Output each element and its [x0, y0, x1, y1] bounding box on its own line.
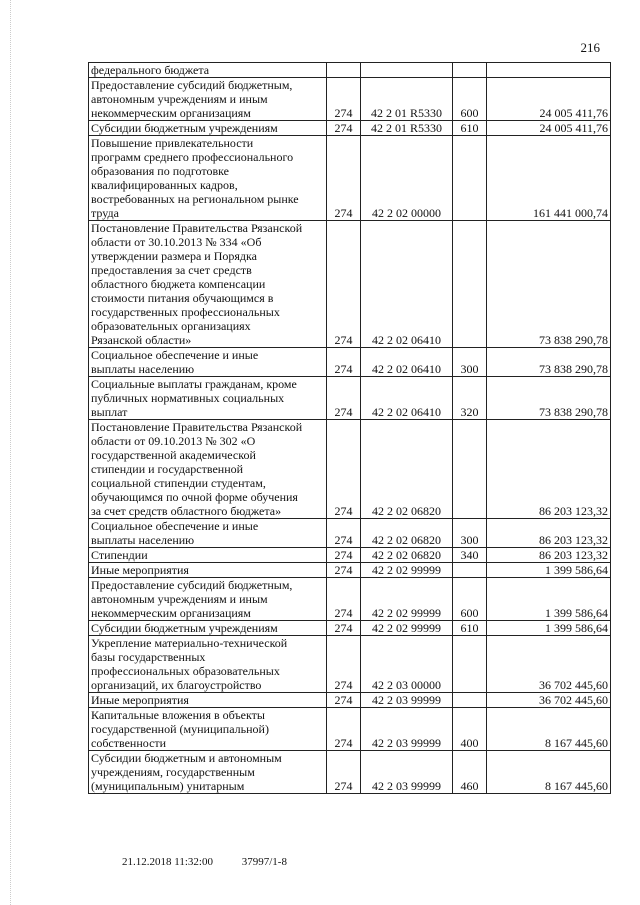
row-amount: 36 702 445,60 [487, 636, 611, 693]
row-name: Постановление Правительства Рязанской области от 30.10.2013 № 334 «Об утверждении размера и Порядка предоставления за счет средств областного бюджета компенсации стоимости питания обучающимся в государственных профессиональных образовательных организациях Рязанской области» [89, 221, 327, 348]
row-name: Социальные выплаты гражданам, кроме публичных нормативных социальных выплат [89, 377, 327, 420]
footer-doc-id: 37997/1-8 [241, 856, 287, 868]
row-target-article: 42 2 01 R5330 [361, 121, 453, 136]
row-amount: 24 005 411,76 [487, 78, 611, 121]
row-name: Постановление Правительства Рязанской области от 09.10.2013 № 302 «О государственной академической стипендии и государственной социальной стипендии студентам, обучающимся по очной форме обучения за счет средств областного бюджета» [89, 420, 327, 519]
row-name: Субсидии бюджетным и автономным учреждениям, государственным (муниципальным) унитарным [89, 751, 327, 794]
table-row [89, 751, 611, 794]
table-row [89, 693, 611, 708]
row-ministry-code: 274 [327, 221, 361, 348]
table-row [89, 621, 611, 636]
row-target-article: 42 2 02 06820 [361, 420, 453, 519]
row-expense-type: 460 [453, 751, 487, 794]
row-amount: 73 838 290,78 [487, 221, 611, 348]
row-ministry-code [327, 63, 361, 78]
table-row [89, 548, 611, 563]
footer-timestamp: 21.12.2018 11:32:00 [122, 856, 213, 868]
row-target-article: 42 2 02 06410 [361, 221, 453, 348]
page-number: 216 [580, 40, 600, 55]
row-expense-type [453, 221, 487, 348]
row-expense-type: 610 [453, 621, 487, 636]
table-row [89, 519, 611, 548]
row-amount: 73 838 290,78 [487, 377, 611, 420]
row-name: Социальное обеспечение и иные выплаты населению [89, 519, 327, 548]
row-amount: 1 399 586,64 [487, 563, 611, 578]
row-target-article: 42 2 02 99999 [361, 578, 453, 621]
row-ministry-code: 274 [327, 348, 361, 377]
table-row [89, 563, 611, 578]
row-amount: 8 167 445,60 [487, 708, 611, 751]
row-amount: 161 441 000,74 [487, 136, 611, 221]
row-amount: 36 702 445,60 [487, 693, 611, 708]
row-expense-type [453, 563, 487, 578]
row-ministry-code: 274 [327, 136, 361, 221]
row-ministry-code: 274 [327, 563, 361, 578]
row-ministry-code: 274 [327, 519, 361, 548]
table-row [89, 63, 611, 78]
row-target-article: 42 2 02 00000 [361, 136, 453, 221]
row-expense-type [453, 693, 487, 708]
row-name: Субсидии бюджетным учреждениям [89, 121, 327, 136]
row-amount: 73 838 290,78 [487, 348, 611, 377]
row-ministry-code: 274 [327, 636, 361, 693]
row-name: Стипендии [89, 548, 327, 563]
row-expense-type: 610 [453, 121, 487, 136]
row-target-article: 42 2 02 06410 [361, 348, 453, 377]
table-row [89, 136, 611, 221]
table-row [89, 78, 611, 121]
row-amount: 86 203 123,32 [487, 548, 611, 563]
table-row [89, 578, 611, 621]
row-target-article: 42 2 03 99999 [361, 693, 453, 708]
row-target-article [361, 63, 453, 78]
table-row [89, 348, 611, 377]
row-ministry-code: 274 [327, 121, 361, 136]
row-expense-type [453, 63, 487, 78]
row-target-article: 42 2 02 99999 [361, 621, 453, 636]
row-expense-type: 340 [453, 548, 487, 563]
row-ministry-code: 274 [327, 420, 361, 519]
row-name: Укрепление материально-технической базы государственных профессиональных образовательных организаций, их благоустройство [89, 636, 327, 693]
table-row [89, 221, 611, 348]
row-ministry-code: 274 [327, 78, 361, 121]
row-ministry-code: 274 [327, 693, 361, 708]
row-target-article: 42 2 03 99999 [361, 751, 453, 794]
row-amount: 1 399 586,64 [487, 621, 611, 636]
table-row [89, 708, 611, 751]
row-name: Предоставление субсидий бюджетным, автономным учреждениям и иным некоммерческим организациям [89, 578, 327, 621]
table-row [89, 636, 611, 693]
row-ministry-code: 274 [327, 548, 361, 563]
row-expense-type: 600 [453, 578, 487, 621]
table-row [89, 377, 611, 420]
row-name: Социальное обеспечение и иные выплаты населению [89, 348, 327, 377]
row-name: Повышение привлекательности программ среднего профессионального образования по подготовке квалифицированных кадров, востребованных на региональном рынке труда [89, 136, 327, 221]
row-target-article: 42 2 02 06820 [361, 519, 453, 548]
row-ministry-code: 274 [327, 621, 361, 636]
row-name: федерального бюджета [89, 63, 327, 78]
row-ministry-code: 274 [327, 578, 361, 621]
row-target-article: 42 2 01 R5330 [361, 78, 453, 121]
row-name: Иные мероприятия [89, 563, 327, 578]
footer [122, 856, 313, 868]
row-expense-type: 600 [453, 78, 487, 121]
row-expense-type: 300 [453, 348, 487, 377]
row-expense-type: 300 [453, 519, 487, 548]
row-target-article: 42 2 03 00000 [361, 636, 453, 693]
row-target-article: 42 2 02 99999 [361, 563, 453, 578]
scan-margin [0, 0, 11, 905]
row-amount [487, 63, 611, 78]
row-expense-type [453, 420, 487, 519]
row-target-article: 42 2 02 06820 [361, 548, 453, 563]
row-expense-type: 320 [453, 377, 487, 420]
row-ministry-code: 274 [327, 751, 361, 794]
table-row [89, 420, 611, 519]
row-name: Иные мероприятия [89, 693, 327, 708]
row-amount: 8 167 445,60 [487, 751, 611, 794]
row-expense-type [453, 136, 487, 221]
table-row [89, 121, 611, 136]
row-ministry-code: 274 [327, 708, 361, 751]
row-target-article: 42 2 03 99999 [361, 708, 453, 751]
row-expense-type [453, 636, 487, 693]
row-name: Предоставление субсидий бюджетным, автономным учреждениям и иным некоммерческим организациям [89, 78, 327, 121]
budget-table [88, 62, 611, 794]
row-expense-type: 400 [453, 708, 487, 751]
row-amount: 86 203 123,32 [487, 519, 611, 548]
row-amount: 86 203 123,32 [487, 420, 611, 519]
row-name: Капитальные вложения в объекты государственной (муниципальной) собственности [89, 708, 327, 751]
row-ministry-code: 274 [327, 377, 361, 420]
row-amount: 24 005 411,76 [487, 121, 611, 136]
row-target-article: 42 2 02 06410 [361, 377, 453, 420]
row-amount: 1 399 586,64 [487, 578, 611, 621]
row-name: Субсидии бюджетным учреждениям [89, 621, 327, 636]
